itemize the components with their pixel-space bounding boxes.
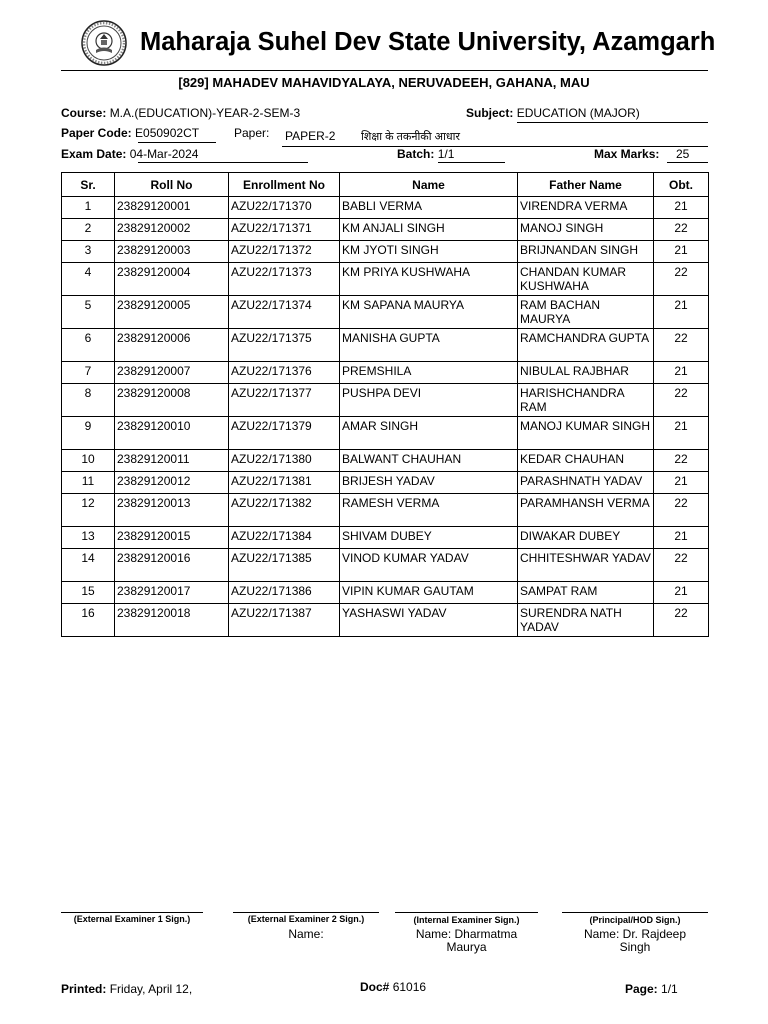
roll-no-cell: 23829120013 <box>115 494 229 527</box>
sr-cell: 5 <box>62 296 115 329</box>
name-cell: VIPIN KUMAR GAUTAM <box>340 582 518 604</box>
obt-cell: 22 <box>654 263 709 296</box>
max-marks-underline <box>667 162 708 163</box>
sr-cell: 6 <box>62 329 115 362</box>
obt-cell: 21 <box>654 197 709 219</box>
enrollment-no-cell: AZU22/171372 <box>229 241 340 263</box>
enrollment-no-cell: AZU22/171380 <box>229 450 340 472</box>
roll-no-cell: 23829120004 <box>115 263 229 296</box>
header-obt: Obt. <box>654 173 709 197</box>
name-cell: KM JYOTI SINGH <box>340 241 518 263</box>
obt-cell: 22 <box>654 604 709 637</box>
header-sr: Sr. <box>62 173 115 197</box>
enrollment-no-cell: AZU22/171370 <box>229 197 340 219</box>
roll-no-cell: 23829120008 <box>115 384 229 417</box>
sr-cell: 9 <box>62 417 115 450</box>
marks-table <box>61 172 709 637</box>
roll-no-cell: 23829120017 <box>115 582 229 604</box>
obt-cell: 22 <box>654 329 709 362</box>
table-row <box>62 384 709 417</box>
name-cell: KM PRIYA KUSHWAHA <box>340 263 518 296</box>
paper-code-field <box>61 126 199 140</box>
obt-cell: 22 <box>654 549 709 582</box>
enrollment-no-cell: AZU22/171382 <box>229 494 340 527</box>
father-name-cell: PARASHNATH YADAV <box>518 472 654 494</box>
table-header-row <box>62 173 709 197</box>
ext2-sign-line <box>233 912 379 913</box>
name-cell: RAMESH VERMA <box>340 494 518 527</box>
father-name-cell: MANOJ KUMAR SINGH <box>518 417 654 450</box>
sr-cell: 14 <box>62 549 115 582</box>
paper-title: शिक्षा के तकनीकी आधार <box>361 131 461 143</box>
enrollment-no-cell: AZU22/171373 <box>229 263 340 296</box>
name-cell: KM SAPANA MAURYA <box>340 296 518 329</box>
name-cell: MANISHA GUPTA <box>340 329 518 362</box>
obt-cell: 21 <box>654 527 709 549</box>
table-row <box>62 263 709 296</box>
page-field <box>625 982 678 996</box>
university-title: Maharaja Suhel Dev State University, Azamgarh <box>140 28 716 56</box>
obt-cell: 21 <box>654 241 709 263</box>
roll-no-cell: 23829120015 <box>115 527 229 549</box>
doc-field <box>360 980 426 994</box>
table-row <box>62 296 709 329</box>
obt-cell: 22 <box>654 494 709 527</box>
header-father-name: Father Name <box>518 173 654 197</box>
subject-label: Subject: <box>466 106 514 120</box>
header-name: Name <box>340 173 518 197</box>
table-row <box>62 494 709 527</box>
batch-field <box>397 147 454 161</box>
internal-name: Name: Dharmatma Maurya <box>415 927 518 954</box>
internal-sign-label: (Internal Examiner Sign.) <box>413 915 520 925</box>
page-value: 1/1 <box>661 982 678 996</box>
father-name-cell: PARAMHANSH VERMA <box>518 494 654 527</box>
enrollment-no-cell: AZU22/171377 <box>229 384 340 417</box>
table-row <box>62 527 709 549</box>
father-name-cell: NIBULAL RAJBHAR <box>518 362 654 384</box>
table-row <box>62 450 709 472</box>
sr-cell: 15 <box>62 582 115 604</box>
exam-date-underline <box>138 162 308 163</box>
exam-date-field <box>61 147 198 161</box>
roll-no-cell: 23829120006 <box>115 329 229 362</box>
obt-cell: 21 <box>654 582 709 604</box>
batch-value: 1/1 <box>437 147 455 161</box>
table-row <box>62 604 709 637</box>
roll-no-cell: 23829120011 <box>115 450 229 472</box>
subject-value: EDUCATION (MAJOR) <box>516 106 640 120</box>
sr-cell: 7 <box>62 362 115 384</box>
paper-code-underline <box>138 142 216 143</box>
principal-name: Name: Dr. Rajdeep Singh <box>583 927 687 954</box>
name-cell: PUSHPA DEVI <box>340 384 518 417</box>
max-marks-label: Max Marks: <box>594 147 660 161</box>
exam-date-label: Exam Date: <box>61 147 127 161</box>
enrollment-no-cell: AZU22/171371 <box>229 219 340 241</box>
table-row <box>62 472 709 494</box>
table-row <box>62 582 709 604</box>
roll-no-cell: 23829120010 <box>115 417 229 450</box>
course-label: Course: <box>61 106 107 120</box>
obt-cell: 21 <box>654 362 709 384</box>
subject-field <box>466 106 640 120</box>
table-row <box>62 362 709 384</box>
paper-value: PAPER-2 <box>285 129 336 143</box>
university-seal-icon <box>81 20 127 66</box>
sr-cell: 4 <box>62 263 115 296</box>
sr-cell: 1 <box>62 197 115 219</box>
max-marks-value: 25 <box>676 147 690 161</box>
college-title: [829] MAHADEV MAHAVIDYALAYA, NERUVADEEH, GAHANA, MAU <box>178 75 590 90</box>
table-row <box>62 417 709 450</box>
subject-underline <box>517 122 708 123</box>
roll-no-cell: 23829120002 <box>115 219 229 241</box>
header-enrollment-no: Enrollment No <box>229 173 340 197</box>
ext2-sign-label: (External Examiner 2 Sign.) <box>247 914 365 924</box>
enrollment-no-cell: AZU22/171379 <box>229 417 340 450</box>
table-row <box>62 219 709 241</box>
enrollment-no-cell: AZU22/171374 <box>229 296 340 329</box>
father-name-cell: CHANDAN KUMAR KUSHWAHA <box>518 263 654 296</box>
batch-label: Batch: <box>397 147 435 161</box>
father-name-cell: HARISHCHANDRA RAM <box>518 384 654 417</box>
roll-no-cell: 23829120016 <box>115 549 229 582</box>
sr-cell: 10 <box>62 450 115 472</box>
father-name-cell: RAM BACHAN MAURYA <box>518 296 654 329</box>
table-row <box>62 549 709 582</box>
sr-cell: 3 <box>62 241 115 263</box>
roll-no-cell: 23829120012 <box>115 472 229 494</box>
enrollment-no-cell: AZU22/171387 <box>229 604 340 637</box>
roll-no-cell: 23829120001 <box>115 197 229 219</box>
table-row <box>62 241 709 263</box>
printed-label: Printed: <box>61 982 107 996</box>
father-name-cell: SAMPAT RAM <box>518 582 654 604</box>
sr-cell: 12 <box>62 494 115 527</box>
father-name-cell: SURENDRA NATH YADAV <box>518 604 654 637</box>
principal-sign-line <box>562 912 708 913</box>
father-name-cell: DIWAKAR DUBEY <box>518 527 654 549</box>
exam-date-value: 04-Mar-2024 <box>129 147 199 161</box>
roll-no-cell: 23829120003 <box>115 241 229 263</box>
header-roll-no: Roll No <box>115 173 229 197</box>
sr-cell: 16 <box>62 604 115 637</box>
enrollment-no-cell: AZU22/171375 <box>229 329 340 362</box>
name-cell: YASHASWI YADAV <box>340 604 518 637</box>
ext1-sign-line <box>61 912 203 913</box>
name-cell: BALWANT CHAUHAN <box>340 450 518 472</box>
course-field <box>61 106 300 120</box>
enrollment-no-cell: AZU22/171376 <box>229 362 340 384</box>
father-name-cell: RAMCHANDRA GUPTA <box>518 329 654 362</box>
enrollment-no-cell: AZU22/171386 <box>229 582 340 604</box>
obt-cell: 21 <box>654 472 709 494</box>
father-name-cell: CHHITESHWAR YADAV <box>518 549 654 582</box>
enrollment-no-cell: AZU22/171385 <box>229 549 340 582</box>
father-name-cell: MANOJ SINGH <box>518 219 654 241</box>
name-cell: BRIJESH YADAV <box>340 472 518 494</box>
sr-cell: 13 <box>62 527 115 549</box>
obt-cell: 22 <box>654 219 709 241</box>
roll-no-cell: 23829120007 <box>115 362 229 384</box>
max-marks-field <box>594 147 659 161</box>
internal-sign-line <box>395 912 538 913</box>
doc-label: Doc# <box>360 980 390 994</box>
paper-label: Paper: <box>234 126 270 140</box>
table-row <box>62 329 709 362</box>
roll-no-cell: 23829120018 <box>115 604 229 637</box>
father-name-cell: KEDAR CHAUHAN <box>518 450 654 472</box>
enrollment-no-cell: AZU22/171384 <box>229 527 340 549</box>
obt-cell: 22 <box>654 384 709 417</box>
printed-field <box>61 982 192 996</box>
obt-cell: 21 <box>654 417 709 450</box>
sr-cell: 8 <box>62 384 115 417</box>
enrollment-no-cell: AZU22/171381 <box>229 472 340 494</box>
father-name-cell: VIRENDRA VERMA <box>518 197 654 219</box>
page-label: Page: <box>625 982 658 996</box>
name-cell: BABLI VERMA <box>340 197 518 219</box>
paper-code-value: E050902CT <box>135 126 200 140</box>
name-cell: SHIVAM DUBEY <box>340 527 518 549</box>
name-cell: PREMSHILA <box>340 362 518 384</box>
sr-cell: 11 <box>62 472 115 494</box>
ext2-name: Name: <box>288 927 324 941</box>
name-cell: AMAR SINGH <box>340 417 518 450</box>
obt-cell: 21 <box>654 296 709 329</box>
paper-code-label: Paper Code: <box>61 126 132 140</box>
father-name-cell: BRIJNANDAN SINGH <box>518 241 654 263</box>
name-cell: VINOD KUMAR YADAV <box>340 549 518 582</box>
course-value: M.A.(EDUCATION)-YEAR-2-SEM-3 <box>109 106 301 120</box>
printed-value: Friday, April 12, <box>109 982 193 996</box>
header-divider <box>61 70 708 71</box>
roll-no-cell: 23829120005 <box>115 296 229 329</box>
ext1-sign-label: (External Examiner 1 Sign.) <box>73 914 191 924</box>
doc-value: 61016 <box>392 980 427 994</box>
sr-cell: 2 <box>62 219 115 241</box>
batch-underline <box>438 162 505 163</box>
obt-cell: 22 <box>654 450 709 472</box>
principal-sign-label: (Principal/HOD Sign.) <box>589 915 681 925</box>
table-row <box>62 197 709 219</box>
name-cell: KM ANJALI SINGH <box>340 219 518 241</box>
